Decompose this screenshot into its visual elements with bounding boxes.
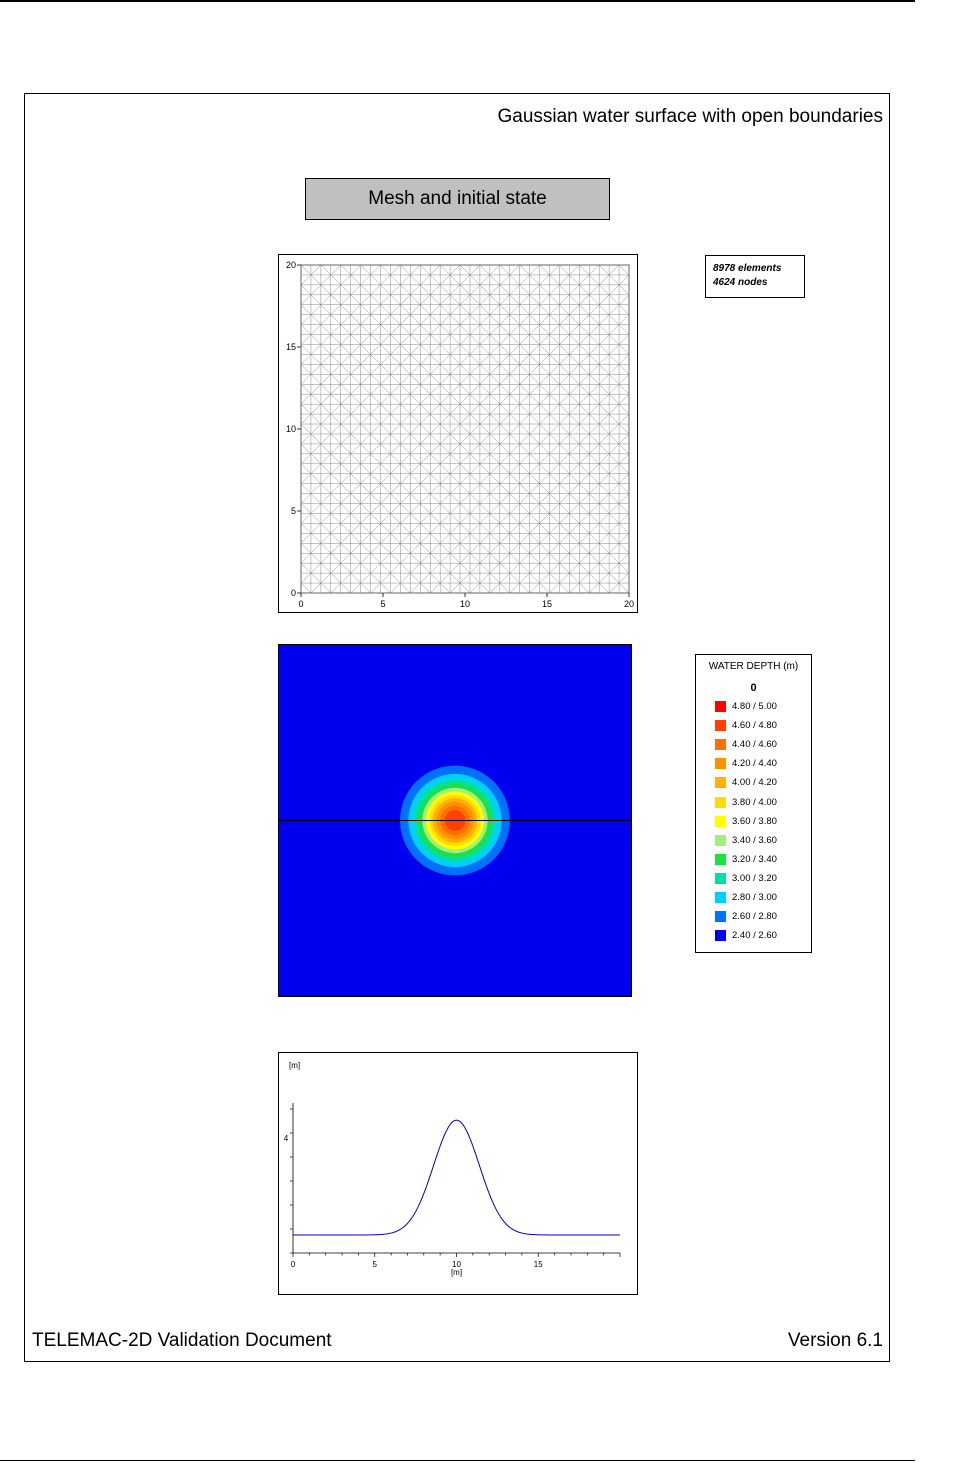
legend-swatch — [715, 777, 726, 788]
profile-x-tick-label: 10 — [452, 1260, 461, 1269]
mesh-elements-count: 8978 elements — [713, 263, 782, 274]
document-title: Gaussian water surface with open boundaries — [497, 106, 883, 127]
legend-swatch — [715, 797, 726, 808]
legend-entry-label: 2.60 / 2.80 — [732, 911, 777, 923]
mesh-x-tick-label: 0 — [298, 599, 304, 609]
legend-entry-label: 4.20 / 4.40 — [732, 758, 777, 770]
legend-swatch — [715, 873, 726, 884]
legend-entry-label: 3.80 / 4.00 — [732, 796, 777, 808]
legend-entry-label: 3.20 / 3.40 — [732, 853, 777, 865]
water-depth-svg — [279, 645, 631, 996]
profile-svg — [279, 1053, 637, 1294]
mesh-y-tick-label: 10 — [285, 424, 296, 434]
water-depth-plot — [278, 644, 632, 997]
mesh-svg — [279, 255, 637, 612]
legend-swatch — [715, 854, 726, 865]
top-rule — [0, 0, 915, 2]
legend-swatch — [715, 911, 726, 922]
legend-entry-label: 2.40 / 2.60 — [732, 930, 777, 942]
legend-swatch — [715, 816, 726, 827]
bottom-rule — [0, 1460, 915, 1461]
water-depth-legend — [695, 654, 812, 953]
footer-document-name: TELEMAC-2D Validation Document — [32, 1330, 332, 1351]
footer-version: Version 6.1 — [787, 1330, 883, 1351]
legend-swatch — [715, 720, 726, 731]
legend-swatch — [715, 701, 726, 712]
mesh-stats-box — [705, 255, 805, 298]
profile-x-axis-label: [m] — [450, 1268, 463, 1277]
section-label-text: Mesh and initial state — [368, 188, 547, 209]
legend-swatch — [715, 739, 726, 750]
legend-swatch — [715, 835, 726, 846]
mesh-x-tick-label: 20 — [623, 599, 635, 609]
profile-x-tick-label: 0 — [290, 1260, 296, 1269]
legend-entry-label: 4.80 / 5.00 — [732, 701, 777, 712]
legend-entry-label: 3.40 / 3.60 — [732, 834, 777, 846]
legend-subtitle: 0 — [750, 682, 757, 694]
profile-x-tick-label: 5 — [372, 1260, 377, 1269]
legend-entry-label: 4.60 / 4.80 — [732, 720, 777, 732]
section-label — [305, 178, 610, 220]
profile-y-tick-label: 4 — [283, 1134, 289, 1143]
legend-entry-label: 4.00 / 4.20 — [732, 777, 777, 789]
mesh-y-tick-label: 0 — [290, 588, 296, 598]
mesh-x-tick-label: 15 — [541, 599, 553, 609]
legend-entry-label: 2.80 / 3.00 — [732, 892, 777, 903]
mesh-x-tick-label: 10 — [459, 599, 471, 609]
profile-series-line — [293, 1120, 620, 1235]
figure-frame — [24, 93, 890, 1362]
mesh-x-tick-label: 5 — [380, 599, 386, 609]
mesh-plot — [278, 254, 638, 613]
legend-title: WATER DEPTH (m) — [708, 661, 799, 672]
profile-plot — [278, 1052, 638, 1295]
mesh-y-tick-label: 15 — [285, 342, 296, 352]
legend-swatch — [715, 930, 726, 941]
profile-x-tick-label: 15 — [533, 1260, 543, 1269]
mesh-y-tick-label: 5 — [290, 506, 296, 516]
mesh-y-tick-label: 20 — [285, 260, 296, 270]
legend-entry-label: 4.40 / 4.60 — [732, 739, 777, 751]
legend-entry-label: 3.60 / 3.80 — [732, 815, 777, 827]
legend-entry-label: 3.00 / 3.20 — [732, 872, 777, 884]
legend-swatch — [715, 892, 726, 903]
profile-y-axis-label: [m] — [289, 1061, 301, 1070]
mesh-nodes-count: 4624 nodes — [713, 277, 768, 288]
legend-swatch — [715, 758, 726, 769]
